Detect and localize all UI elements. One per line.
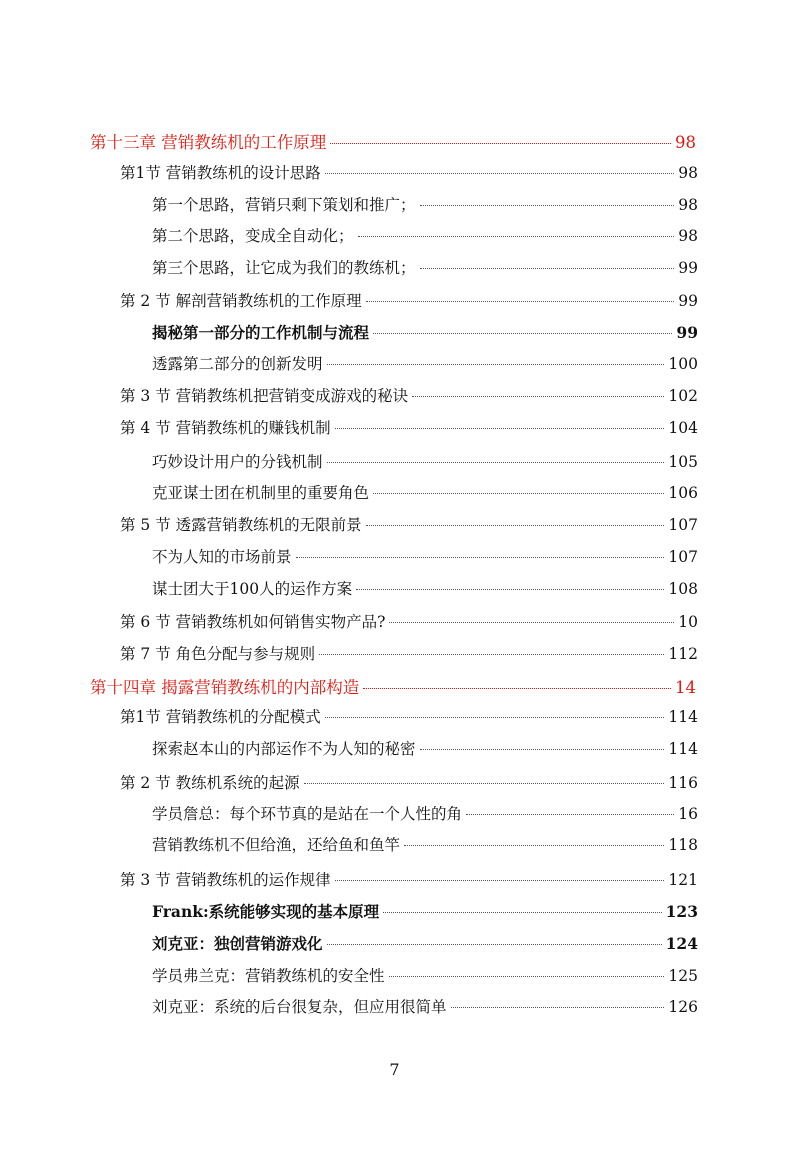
dot-leader	[404, 845, 664, 846]
dot-leader	[358, 236, 675, 237]
toc-subsection[interactable]	[152, 318, 698, 348]
toc-subsection[interactable]	[152, 830, 698, 860]
dot-leader	[327, 944, 662, 945]
toc-page: 121	[668, 871, 698, 889]
toc-subsection[interactable]	[152, 799, 698, 829]
toc-section[interactable]	[120, 381, 698, 411]
toc-chapter-13[interactable]	[90, 128, 696, 158]
toc-label: 第一个思路，营销只剩下策划和推广；	[152, 196, 416, 214]
dot-leader	[420, 749, 665, 750]
toc-chapter-14[interactable]	[90, 673, 696, 703]
dot-leader	[327, 364, 665, 365]
toc-label: 揭秘第一部分的工作机制与流程	[152, 323, 370, 342]
toc-page: 123	[665, 902, 698, 921]
toc-page: 114	[668, 708, 698, 726]
toc-subsection[interactable]	[152, 221, 698, 251]
toc-label: 不为人知的市场前景	[152, 548, 292, 566]
toc-page: 99	[678, 292, 698, 310]
toc-page: 108	[668, 580, 698, 598]
toc-page: 98	[675, 133, 696, 152]
toc-page: 116	[668, 774, 698, 792]
dot-leader	[412, 396, 664, 397]
toc-label: 第 3 节 营销教练机的运作规律	[120, 871, 331, 889]
toc-subsection[interactable]	[152, 190, 698, 220]
toc-label: 探索赵本山的内部运作不为人知的秘密	[152, 740, 416, 758]
toc-label: 透露第二部分的创新发明	[152, 355, 323, 373]
toc-subsection[interactable]	[152, 447, 698, 477]
toc-section[interactable]	[120, 702, 698, 732]
toc-label: 第二个思路，变成全自动化；	[152, 227, 354, 245]
dot-leader	[319, 654, 664, 655]
toc-section[interactable]	[120, 286, 698, 316]
dot-leader	[373, 493, 664, 494]
toc-page: 99	[678, 259, 698, 277]
toc-subsection[interactable]	[152, 929, 698, 959]
toc-label: 学员詹总：每个环节真的是站在一个人性的角	[152, 805, 463, 823]
toc-label: 刘克亚：系统的后台很复杂，但应用很简单	[152, 998, 447, 1016]
toc-subsection[interactable]	[152, 478, 698, 508]
toc-label: 第十三章 营销教练机的工作原理	[90, 133, 327, 152]
dot-leader	[304, 783, 665, 784]
toc-page: 125	[668, 967, 698, 985]
dot-leader	[451, 1007, 665, 1008]
dot-leader	[356, 589, 664, 590]
toc-section[interactable]	[120, 158, 698, 188]
toc-page: 112	[668, 645, 698, 663]
toc-label: 学员弗兰克：营销教练机的安全性	[152, 967, 385, 985]
toc-section[interactable]	[120, 413, 698, 443]
dot-leader	[325, 173, 674, 174]
dot-leader	[420, 205, 675, 206]
dot-leader	[366, 301, 675, 302]
dot-leader	[325, 717, 665, 718]
toc-label: 第十四章 揭露营销教练机的内部构造	[90, 678, 360, 697]
dot-leader	[335, 880, 665, 881]
toc-label: 营销教练机不但给渔，还给鱼和鱼竿	[152, 836, 401, 854]
dot-leader	[466, 814, 674, 815]
toc-subsection[interactable]	[152, 734, 698, 764]
footer-page-number: 7	[389, 1060, 400, 1079]
toc-section[interactable]	[120, 865, 698, 895]
dot-leader	[296, 557, 665, 558]
dot-leader	[366, 525, 665, 526]
toc-page: 102	[668, 387, 698, 405]
toc-page: 98	[678, 164, 698, 182]
toc-page: 126	[668, 998, 698, 1016]
toc-subsection[interactable]	[152, 992, 698, 1022]
toc-subsection[interactable]	[152, 574, 698, 604]
toc-label: 第 2 节 解剖营销教练机的工作原理	[120, 292, 362, 310]
dot-leader	[389, 976, 665, 977]
toc-section[interactable]	[120, 510, 698, 540]
toc-label: 第 2 节 教练机系统的起源	[120, 774, 300, 792]
toc-page: 114	[668, 740, 698, 758]
toc-label: 巧妙设计用户的分钱机制	[152, 453, 323, 471]
toc-label: 第三个思路，让它成为我们的教练机；	[152, 259, 416, 277]
dot-leader	[420, 268, 675, 269]
toc-page: 100	[668, 355, 698, 373]
toc-page: 104	[668, 419, 698, 437]
dot-leader	[330, 143, 671, 144]
toc-label: 刘克亚：独创营销游戏化	[152, 934, 323, 953]
toc-label: 第 4 节 营销教练机的赚钱机制	[120, 419, 331, 437]
toc-page: 105	[668, 453, 698, 471]
dot-leader	[335, 428, 665, 429]
toc-page: 107	[668, 516, 698, 534]
toc-label: 第1节 营销教练机的分配模式	[120, 708, 321, 726]
toc-label: 第 3 节 营销教练机把营销变成游戏的秘诀	[120, 387, 409, 405]
toc-label: 第 7 节 角色分配与参与规则	[120, 645, 316, 663]
toc-page: 124	[665, 934, 698, 953]
toc-label: 克亚谋士团在机制里的重要角色	[152, 484, 370, 502]
toc-subsection[interactable]	[152, 961, 698, 991]
dot-leader	[327, 462, 665, 463]
toc-subsection[interactable]	[152, 253, 698, 283]
dot-leader	[363, 688, 671, 689]
toc-section[interactable]	[120, 768, 698, 798]
toc-section[interactable]	[120, 639, 698, 669]
toc-page: 16	[678, 805, 698, 823]
toc-page: 99	[676, 323, 698, 342]
toc-page: 10	[678, 613, 698, 631]
toc-page: 107	[668, 548, 698, 566]
toc-page: 98	[678, 196, 698, 214]
toc-subsection[interactable]	[152, 542, 698, 572]
toc-page: 98	[678, 227, 698, 245]
toc-label: Frank:系统能够实现的基本原理	[152, 902, 380, 921]
dot-leader	[389, 622, 674, 623]
toc-label: 第 5 节 透露营销教练机的无限前景	[120, 516, 362, 534]
toc-label: 第 6 节 营销教练机如何销售实物产品?	[120, 613, 386, 631]
toc-label: 谋士团大于100人的运作方案	[152, 580, 353, 598]
toc-label: 第1节 营销教练机的设计思路	[120, 164, 321, 182]
dot-leader	[373, 333, 672, 334]
toc-page: 118	[668, 836, 698, 854]
toc-subsection[interactable]	[152, 349, 698, 379]
dot-leader	[383, 912, 661, 913]
toc-page: 106	[668, 484, 698, 502]
toc-subsection[interactable]	[152, 897, 698, 927]
toc-section[interactable]	[120, 607, 698, 637]
toc-page: 14	[675, 678, 696, 697]
